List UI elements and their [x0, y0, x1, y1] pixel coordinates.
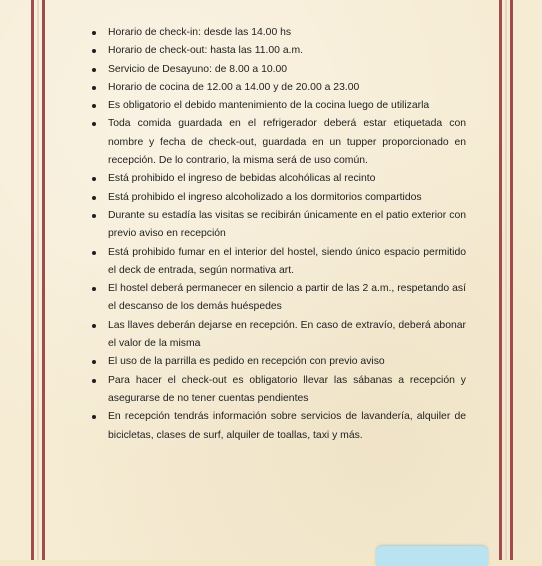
right-border-inner [499, 0, 502, 560]
rule-quiet-hours: El hostel deberá permanecer en silencio a partir de las 2 a.m., respetando así el descanso de los demás huéspedes [88, 280, 466, 317]
rule-no-alcohol: Está prohibido el ingreso de bebidas alcohólicas al recinto [88, 170, 466, 188]
rule-keys: Las llaves deberán dejarse en recepción. En caso de extravío, deberá abonar el valor de la misma [88, 317, 466, 354]
rule-no-smoking: Está prohibido fumar en el interior del hostel, siendo único espacio permitido el deck de entrada, según normativa art. [88, 244, 466, 281]
rule-no-drunk-entry: Está prohibido el ingreso alcoholizado a los dormitorios compartidos [88, 189, 466, 207]
rule-checkin-hours: Horario de check-in: desde las 14.00 hs [88, 24, 466, 42]
rule-kitchen-cleaning: Es obligatorio el debido mantenimiento de la cocina luego de utilizarla [88, 97, 466, 115]
rule-fridge-labels: Toda comida guardada en el refrigerador deberá estar etiquetada con nombre y fecha de check-out, guardada en un tupper proporcionado en recepción. De lo contrario, la misma será de uso común. [88, 115, 466, 170]
left-border-middle [37, 0, 39, 560]
rule-grill: El uso de la parrilla es pedido en recepción con previo aviso [88, 353, 466, 371]
left-border-outer [31, 0, 34, 560]
house-rules-list [88, 24, 466, 445]
right-border-outer [510, 0, 513, 560]
left-border-inner [42, 0, 45, 560]
rule-kitchen-hours: Horario de cocina de 12.00 a 14.00 y de 20.00 a 23.00 [88, 79, 466, 97]
footer-tab [376, 546, 488, 566]
right-border-middle [505, 0, 507, 560]
rule-reception-info: En recepción tendrás información sobre servicios de lavandería, alquiler de bicicletas, clases de surf, alquiler de toallas, taxi y más. [88, 408, 466, 445]
rule-checkout-sheets: Para hacer el check-out es obligatorio llevar las sábanas a recepción y asegurarse de no tener cuentas pendientes [88, 372, 466, 409]
rule-visits: Durante su estadía las visitas se recibirán únicamente en el patio exterior con previo aviso en recepción [88, 207, 466, 244]
rule-breakfast: Servicio de Desayuno: de 8.00 a 10.00 [88, 61, 466, 79]
rule-checkout-hours: Horario de check-out: hasta las 11.00 a.m. [88, 42, 466, 60]
